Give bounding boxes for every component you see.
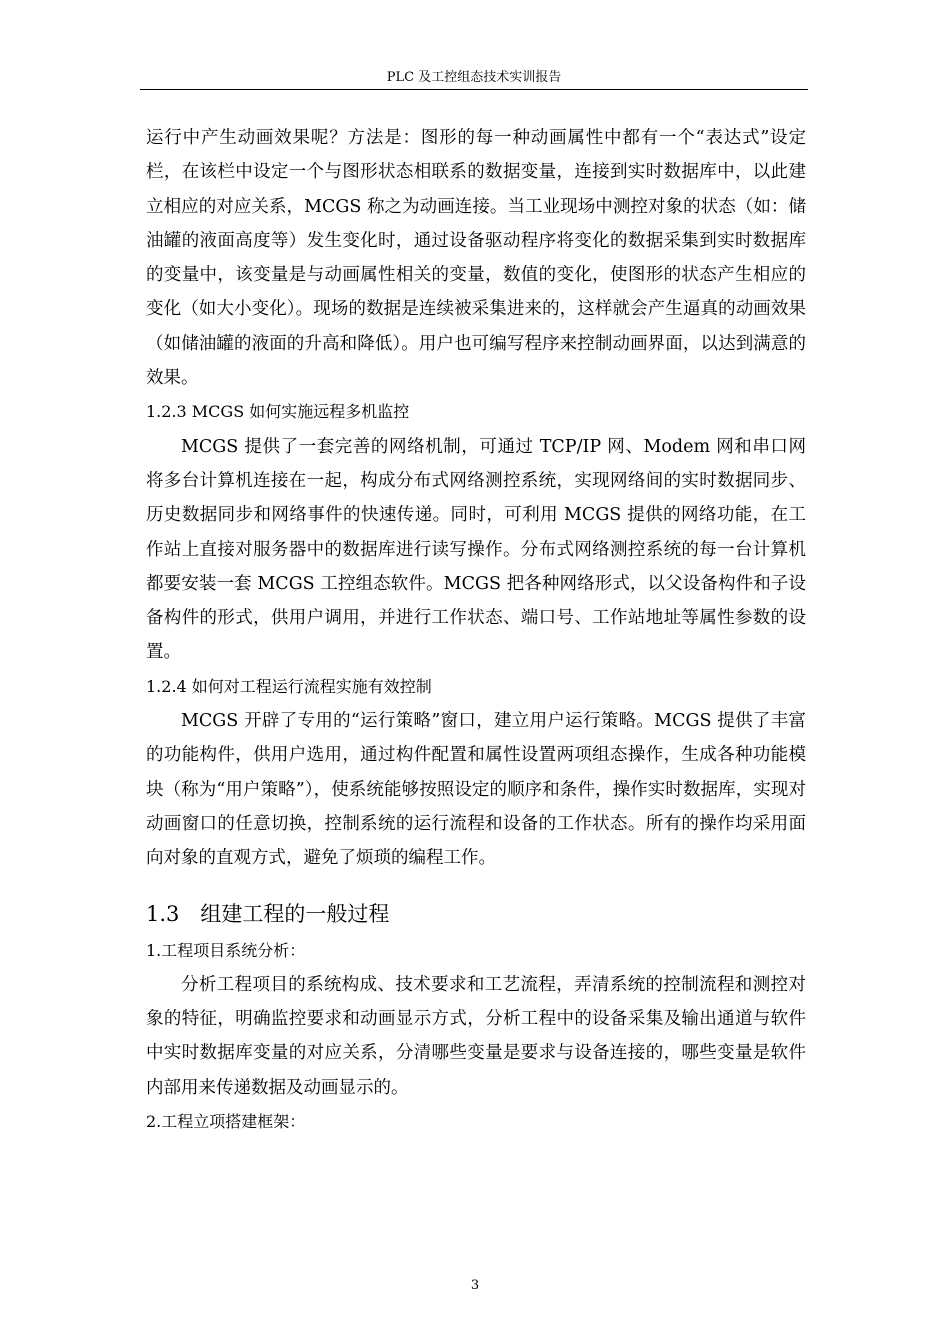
paragraph-strategy: MCGS 开辟了专用的“运行策略”窗口，建立用户运行策略。MCGS 提供了丰富的功能构件，供用户选用，通过构件配置和属性设置两项组态操作，生成各种功能模块（称为“用户策略”），使系统能够按照设定的顺序和条件，操作实时数据库，实现对动画窗口的任意切换，控制系统的运行流程和设备的工作状态。所有的操作均采用面向对象的直观方式，避免了烦琐的编程工作。: [146, 711, 806, 869]
heading-1-2-3: 1.2.3 MCGS 如何实施远程多机监控: [146, 402, 410, 422]
page-header: PLC 及工控组态技术实训报告: [386, 70, 562, 85]
heading-step-1: 1.工程项目系统分析：: [146, 940, 306, 960]
heading-1-2-4: 1.2.4 如何对工程运行流程实施有效控制: [146, 676, 432, 696]
document-body: [146, 121, 806, 1139]
paragraph-analysis: 分析工程项目的系统构成、技术要求和工艺流程，弄清系统的控制流程和测控对象的特征，明确监控要求和动画显示方式，分析工程中的设备采集及输出通道与软件中实时数据库变量的对应关系，分清哪些变量是要求与设备连接的，哪些变量是软件内部用来传递数据及动画显示的。: [146, 974, 806, 1098]
paragraph-animation-link: 运行中产生动画效果呢？方法是：图形的每一种动画属性中都有一个“表达式”设定栏，在该栏中设定一个与图形状态相联系的数据变量，连接到实时数据库中，以此建立相应的对应关系，MCGS 称之为动画连接。当工业现场中测控对象的状态（如：储油罐的液面高度等）发生变化时，通过设备驱动程序将变化的数据采集到实时数据库的变量中，该变量是与动画属性相关的变量，数值的变化，使图形的状态产生相应的变化（如大小变化）。现场的数据是连续被采集进来的，这样就会产生逼真的动画效果（如储油罐的液面的升高和降低）。用户也可编写程序来控制动画界面，以达到满意的效果。: [146, 128, 806, 389]
paragraph-network: MCGS 提供了一套完善的网络机制，可通过 TCP/IP 网、Modem 网和串口网将多台计算机连接在一起，构成分布式网络测控系统，实现网络间的实时数据同步、历史数据同步和网络事件的快速传递。同时，可利用 MCGS 提供的网络功能，在工作站上直接对服务器中的数据库进行读写操作。分布式网络测控系统的每一台计算机都要安装一套 MCGS 工控组态软件。MCGS 把各种网络形式，以父设备构件和子设备构件的形式，供用户调用，并进行工作状态、端口号、工作站地址等属性参数的设置。: [146, 436, 806, 663]
page-number: 3: [470, 1278, 480, 1293]
header-rule: [140, 89, 808, 90]
heading-1-3: 1.3 组建工程的一般过程: [146, 901, 390, 926]
heading-step-2: 2.工程立项搭建框架：: [146, 1112, 306, 1132]
